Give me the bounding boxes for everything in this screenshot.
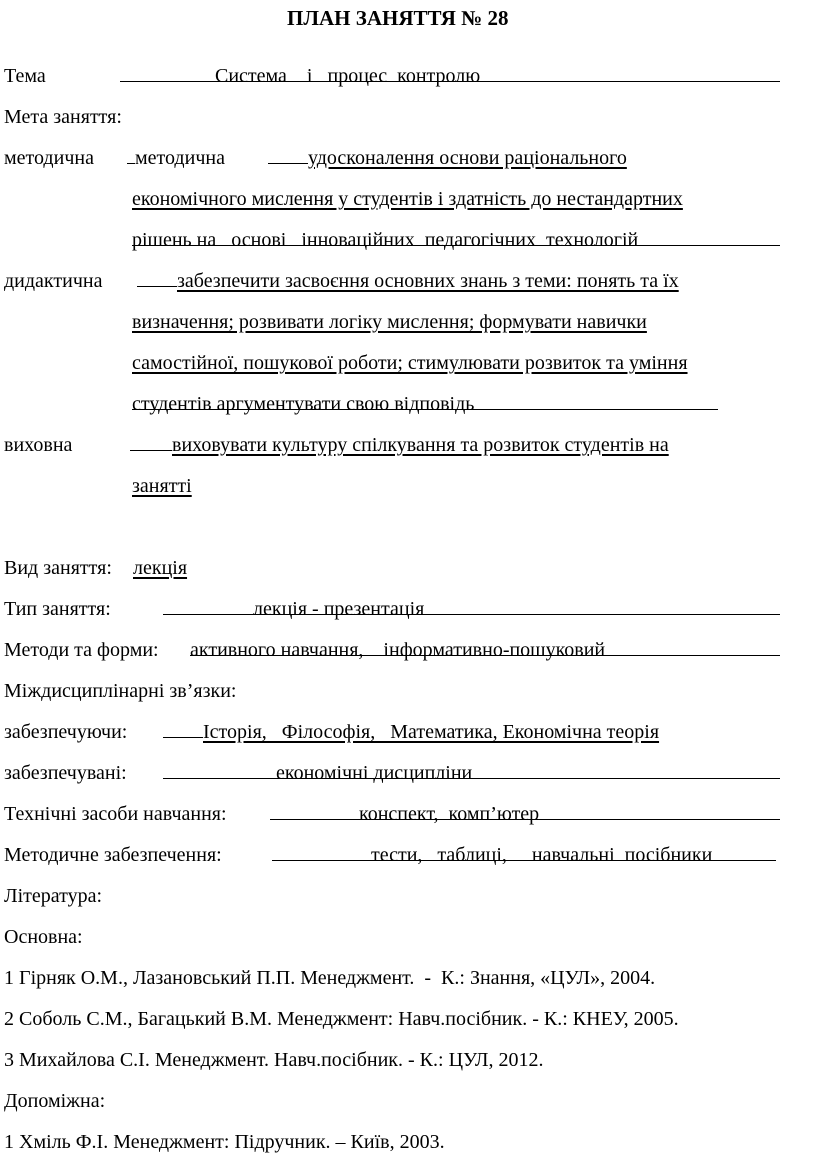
tekhnichni-label: Технічні засоби навчання: [4, 803, 227, 825]
zabezpechuyuchi-underline [163, 737, 203, 738]
dopomizhna-item: 1 Хміль Ф.І. Менеджмент: Підручник. – Київ, 2003. [4, 1131, 445, 1153]
metodychna-value-2: удосконалення основи раціонального [308, 147, 627, 169]
metodychna-value-4: рішень на основі інноваційних педагогічних технологій [132, 229, 639, 251]
vykhovna-underline [130, 450, 172, 451]
dydaktychna-value-1: забезпечити засвоєння основних знань з теми: понять та їх [177, 270, 679, 292]
metodychna-underline [127, 163, 135, 164]
dydaktychna-value-2: визначення; розвивати логіку мислення; формувати навички [132, 311, 647, 333]
metodychna-value-1: методична [135, 147, 225, 169]
tema-label: Тема [4, 65, 46, 87]
vyd-label: Вид заняття: [4, 557, 112, 579]
literatura-label: Література: [4, 885, 103, 907]
typ-value: лекція - презентація [253, 598, 425, 620]
dopomizhna-label: Допоміжна: [4, 1090, 106, 1112]
zabezpechuvani-label: забезпечувані: [4, 762, 127, 784]
vykhovna-value-2: занятті [132, 475, 192, 497]
osnovna-item: 1 Гірняк О.М., Лазановський П.П. Менеджмент. - К.: Знання, «ЦУЛ», 2004. [4, 967, 656, 989]
vykhovna-label: виховна [4, 434, 73, 456]
tema-value: Система і процес контролю [215, 65, 481, 87]
dydaktychna-label: дидактична [4, 270, 103, 292]
metodychna-label: методична [4, 147, 94, 169]
tekhnichni-value: конспект, комп’ютер [359, 803, 540, 825]
zabezpechuyuchi-value: Історія, Філософія, Математика, Економічна теорія [203, 721, 660, 743]
zabezpechuyuchi-label: забезпечуючи: [4, 721, 128, 743]
osnovna-item: 3 Михайлова С.І. Менеджмент. Навч.посібник. - К.: ЦУЛ, 2012. [4, 1049, 544, 1071]
metodychna-value-3: економічного мислення у студентів і здатність до нестандартних [132, 188, 683, 210]
dydaktychna-value-3: самостійної, пошукової роботи; стимулювати розвиток та уміння [132, 352, 688, 374]
osnovna-label: Основна: [4, 926, 83, 948]
meta-label: Мета заняття: [4, 106, 122, 128]
vykhovna-value-1: виховувати культуру спілкування та розвиток студентів на [172, 434, 669, 456]
osnovna-item: 2 Соболь С.М., Багацький В.М. Менеджмент: Навч.посібник. - К.: КНЕУ, 2005. [4, 1008, 679, 1030]
dydaktychna-value-4: студентів аргументувати свою відповідь [132, 393, 475, 415]
vyd-value: лекція [133, 557, 188, 579]
dydaktychna-underline [137, 286, 177, 287]
zabezpechuvani-value: економічні дисципліни [276, 762, 473, 784]
metodychna-gap-underline [268, 163, 308, 164]
metodychne-label: Методичне забезпечення: [4, 844, 222, 866]
typ-label: Тип заняття: [4, 598, 111, 620]
mizhdyscyplinarni-label: Міждисциплінарні зв’язки: [4, 680, 237, 702]
metody-label: Методи та форми: [4, 639, 159, 661]
page-title: ПЛАН ЗАНЯТТЯ № 28 [287, 6, 509, 30]
metodychne-value: тести, таблиці, навчальні посібники [371, 844, 713, 866]
metody-value: активного навчання, інформативно-пошуковий [190, 639, 606, 661]
